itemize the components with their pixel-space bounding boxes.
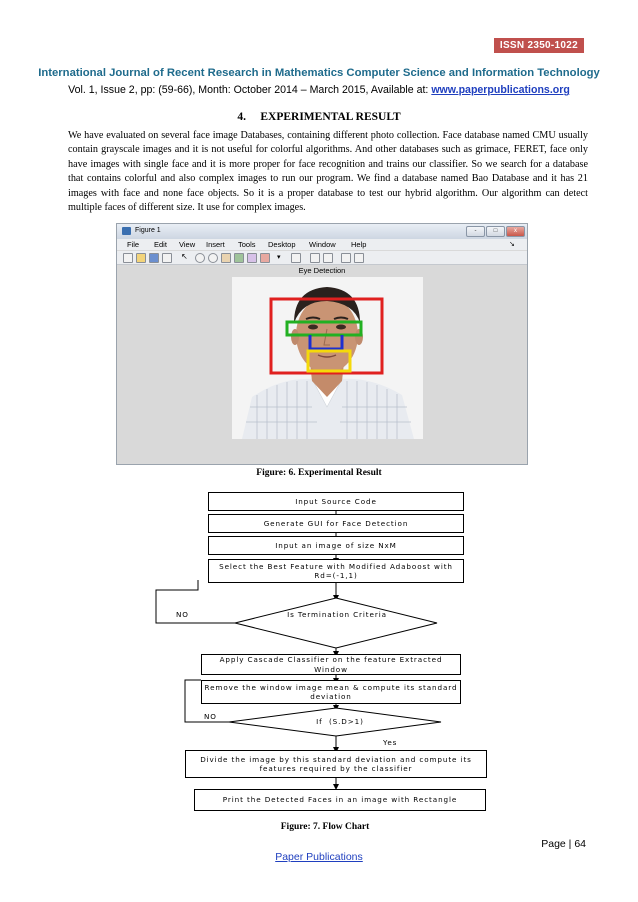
print-icon[interactable] bbox=[162, 253, 172, 263]
window-titlebar bbox=[117, 224, 527, 240]
new-figure-icon[interactable] bbox=[123, 253, 133, 263]
pan-icon[interactable] bbox=[221, 253, 231, 263]
save-icon[interactable] bbox=[149, 253, 159, 263]
step-generate-gui: Generate GUI for Face Detection bbox=[208, 514, 464, 533]
portrait-image bbox=[232, 277, 423, 439]
data-cursor-icon[interactable] bbox=[247, 253, 257, 263]
journal-title: International Journal of Recent Research in Mathematics Computer Science and Information Technology bbox=[38, 67, 600, 79]
zoom-in-icon[interactable] bbox=[195, 253, 205, 263]
volume-info: Vol. 1, Issue 2, pp: (59-66), Month: October 2014 – March 2015, Available at: bbox=[68, 84, 432, 96]
termination-diamond bbox=[235, 598, 437, 648]
issn-text: ISSN 2350-1022 bbox=[499, 40, 578, 51]
minimize-button[interactable]: - bbox=[466, 226, 485, 237]
decision-sd-greater-than-one: If (S.D>1) bbox=[316, 717, 364, 726]
volume-line bbox=[0, 84, 638, 96]
menu-view[interactable]: View bbox=[179, 240, 196, 249]
menu-edit[interactable]: Edit bbox=[154, 240, 167, 249]
window-title: Figure 1 bbox=[135, 227, 161, 234]
step-remove-window-mean: Remove the window image mean & compute its standard deviation bbox=[201, 680, 461, 704]
label-no-2: NO bbox=[204, 712, 217, 721]
publisher-footer[interactable]: Paper Publications bbox=[275, 851, 363, 863]
brush-icon[interactable] bbox=[260, 253, 270, 263]
figure7-caption: Figure: 7. Flow Chart bbox=[280, 822, 370, 832]
decision-termination-criteria: Is Termination Criteria bbox=[287, 610, 387, 619]
pointer-icon[interactable]: ↖ bbox=[181, 252, 188, 261]
menu-help[interactable]: Help bbox=[351, 240, 367, 249]
issn-badge bbox=[494, 38, 584, 53]
eye-detection-photo bbox=[232, 277, 423, 439]
flow-chart bbox=[0, 480, 638, 820]
brush-dropdown-icon[interactable]: ▾ bbox=[277, 253, 281, 261]
step-select-best-feature: Select the Best Feature with Modified Adaboost with Rd=(-1,1) bbox=[208, 559, 464, 583]
legend-icon[interactable] bbox=[323, 253, 333, 263]
rotate-icon[interactable] bbox=[234, 253, 244, 263]
zoom-out-icon[interactable] bbox=[208, 253, 218, 263]
step-input-source-code: Input Source Code bbox=[208, 492, 464, 511]
website-link[interactable]: www.paperpublications.org bbox=[431, 84, 570, 96]
figure-toolbar bbox=[117, 251, 527, 265]
label-no-1: NO bbox=[176, 610, 189, 619]
step-apply-cascade-classifier: Apply Cascade Classifier on the feature Extracted Window bbox=[201, 654, 461, 675]
menu-tools[interactable]: Tools bbox=[238, 240, 256, 249]
label-yes: Yes bbox=[383, 738, 398, 747]
step-divide-by-sd: Divide the image by this standard deviation and compute its features required by the classifier bbox=[185, 750, 487, 778]
menu-desktop[interactable]: Desktop bbox=[268, 240, 296, 249]
colorbar-icon[interactable] bbox=[310, 253, 320, 263]
step-print-detected-faces: Print the Detected Faces in an image with Rectangle bbox=[194, 789, 486, 811]
step-input-image: Input an image of size NxM bbox=[208, 536, 464, 555]
figure6-caption: Figure: 6. Experimental Result bbox=[256, 468, 382, 478]
open-file-icon[interactable] bbox=[136, 253, 146, 263]
no-loop-1 bbox=[156, 580, 235, 623]
maximize-button[interactable]: □ bbox=[486, 226, 505, 237]
show-tools-icon[interactable] bbox=[354, 253, 364, 263]
plot-title: Eye Detection bbox=[298, 266, 346, 275]
body-paragraph: We have evaluated on several face image Databases, containing different photo collection. Face database named CMU usually contain grayscale images and it is not useful for colorful algorithms. And other databases such as grimace, FERET, face only have images with single face and it is more proper for face recognition and trains our classifier. So we search for a database that contains colorful and also complex images to run our program. We find a database named Bao Database and it has 21 images with face and none face objects. So it is a proper database to test our hybrid algorithm. Our algorithm can detect multiple faces of different size. It use for complex images. bbox=[68, 130, 588, 214]
hide-tools-icon[interactable] bbox=[341, 253, 351, 263]
link-plot-icon[interactable] bbox=[291, 253, 301, 263]
page-number: Page | 64 bbox=[541, 838, 586, 850]
menu-insert[interactable]: Insert bbox=[206, 240, 225, 249]
menu-file[interactable]: File bbox=[127, 240, 140, 249]
close-button[interactable]: x bbox=[506, 226, 525, 237]
section-heading: 4. EXPERIMENTAL RESULT bbox=[237, 111, 401, 123]
figure-icon bbox=[122, 227, 131, 235]
menu-dock-arrow-icon[interactable]: ↘ bbox=[509, 241, 515, 248]
matlab-figure-window bbox=[116, 223, 528, 465]
menu-bar bbox=[117, 239, 527, 250]
menu-window[interactable]: Window bbox=[309, 240, 336, 249]
